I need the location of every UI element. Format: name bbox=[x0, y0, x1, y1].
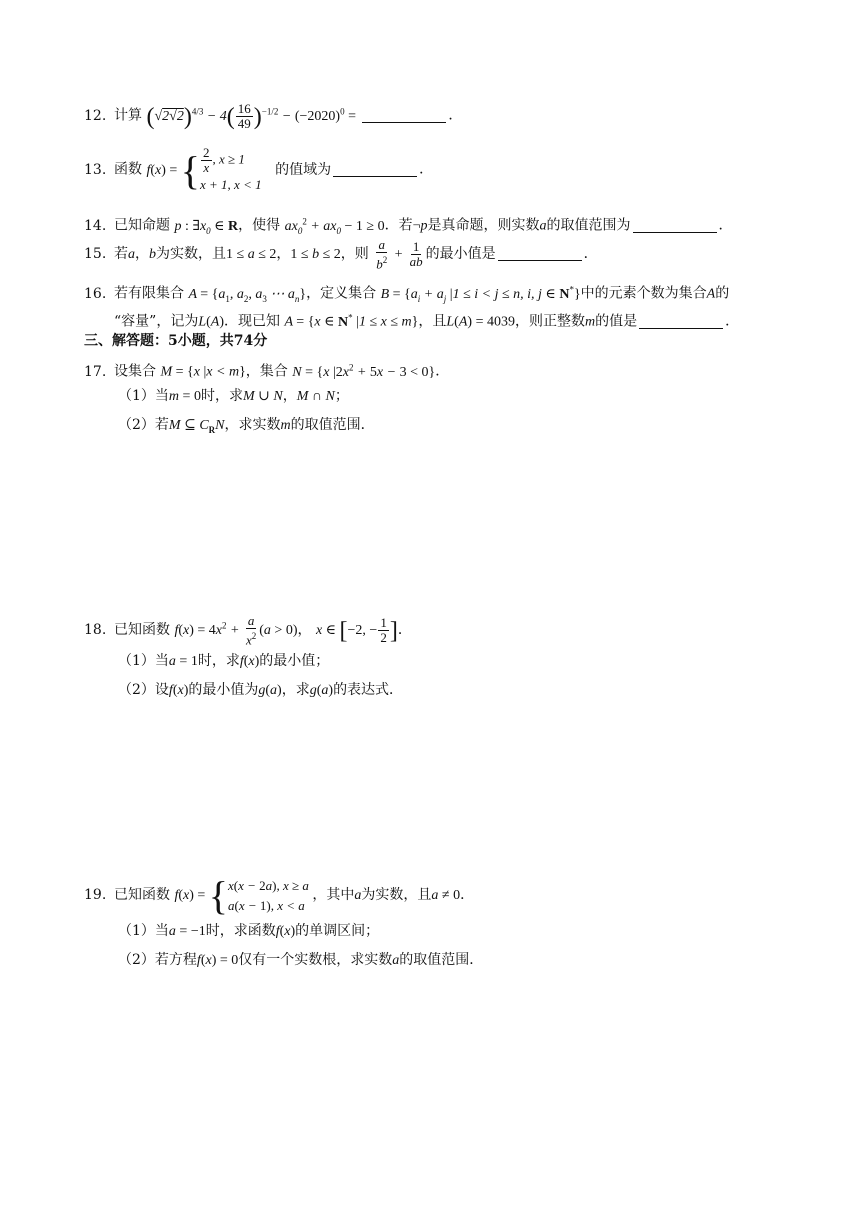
question-13: 13. 函数 f(x) = { $\frac{2}{x}$ , x ≥ 1 x + 1, x < 1 的值域为 ． bbox=[84, 145, 434, 193]
question-17-part-2: （2）若M ⊆ $C_RN$，求实数m的取值范围． bbox=[118, 417, 375, 435]
question-number: 13. bbox=[84, 161, 107, 178]
question-15: 15. 若a，b为实数，且1 ≤ a ≤ 2，1 ≤ b ≤ 2，则 $\frac{a}{b^2}$ + $\frac{1}{ab}$ 的最小值是 ． bbox=[84, 237, 598, 272]
question-18-part-1: （1）当a = 1时，求f(x)的最小值； bbox=[118, 653, 330, 669]
question-number: 18. bbox=[84, 621, 107, 638]
question-16: 16. 若有限集合 $A = \{a_1$, $a_2$, $a_3$ ⋯ $a_n$}，定义集合 $B = \{a_i + a_j$ |1 ≤ i < j ≤ n, i, j ∈ N*}中的元素个数为集合A的 bbox=[84, 284, 730, 304]
question-16-line-2: “容量”，记为L(A)．现已知 A = {x ∈ N* |1 ≤ x ≤ m}，且L(A) = 4039，则正整数m的值是 ． bbox=[114, 312, 740, 330]
question-number: 15. bbox=[84, 245, 107, 262]
question-number: 14. bbox=[84, 217, 107, 234]
question-14: 14. 已知命题 p : $\exists x_0$ ∈ R，使得 $ax_0^2 + ax_0 - 1 \ge 0$．若¬p是真命题，则实数a的取值范围为 ． bbox=[84, 216, 733, 236]
math-expression: $(√2√2)^{4/3} - 4$( $\frac{16}{49}$ )$^{-1/2} - (-2020)^0$ = bbox=[146, 100, 356, 131]
section-header: 三、解答题：5小题，共74分 bbox=[84, 333, 268, 349]
question-number: 17. bbox=[84, 363, 107, 380]
answer-blank[interactable] bbox=[633, 218, 717, 233]
question-18-part-2: （2）设f(x)的最小值为g(a)，求g(a)的表达式． bbox=[118, 682, 404, 698]
answer-blank[interactable] bbox=[362, 108, 446, 123]
question-number: 16. bbox=[84, 285, 107, 302]
question-17: 17. 设集合 M = {x |x < m}，集合 N = {x $|2x^2 + 5x - 3 < 0$}． bbox=[84, 356, 449, 384]
question-18: 18. 已知函数 $f(x) = 4x^2$ + $\frac{a}{x^2}$ (a > 0)， x ∈ [−2, − $\frac{1}{2}$ ]． bbox=[84, 613, 412, 648]
question-19: 19. 已知函数 f(x) = { x(x − 2a), x ≥ a a(x − 1), x < a ，其中a为实数，且a ≠ 0． bbox=[84, 873, 475, 918]
question-12: 12. 计算 $(√2√2)^{4/3} - 4$( $\frac{16}{49}$ )$^{-1/2} - (-2020)^0$ = ． bbox=[84, 100, 463, 131]
question-17-part-1: （1）当m = 0时，求M ∪ N，M ∩ N； bbox=[118, 388, 349, 404]
answer-blank[interactable] bbox=[639, 314, 723, 329]
answer-blank[interactable] bbox=[333, 162, 417, 177]
question-19-part-1: （1）当a = −1时，求函数f(x)的单调区间； bbox=[118, 923, 380, 939]
answer-blank[interactable] bbox=[498, 246, 582, 261]
question-number: 19. bbox=[84, 887, 107, 904]
question-number: 12. bbox=[84, 107, 107, 124]
question-19-part-2: （2）若方程f(x) = 0仅有一个实数根，求实数a的取值范围． bbox=[118, 952, 484, 968]
math-expression: f(x) = { $\frac{2}{x}$ , x ≥ 1 x + 1, x < 1 bbox=[146, 145, 262, 193]
